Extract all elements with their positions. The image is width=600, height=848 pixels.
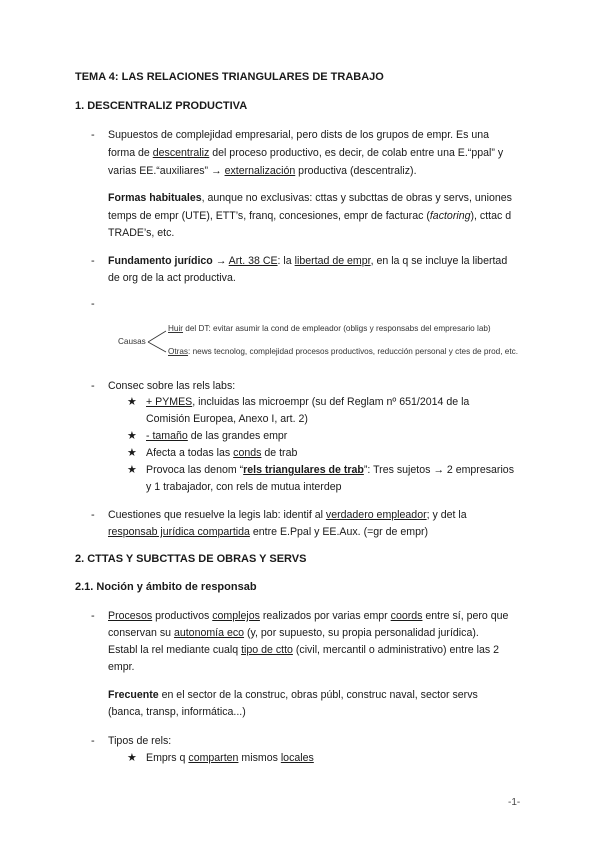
paragraph-line: Procesos productivos complejos realizados por varias empr coords entre sí, pero que — [108, 610, 509, 622]
paragraph-line: Frecuente en el sector de la construc, obras públ, construc naval, sector servs — [108, 689, 478, 701]
paragraph-line: responsab jurídica compartida entre E.Ppal y EE.Aux. (=gr de empr) — [108, 526, 429, 538]
bullet-dash: - — [91, 380, 95, 392]
paragraph-line: TRADE’s, etc. — [108, 227, 175, 239]
paragraph-line: + PYMES, incluidas las microempr (su def Reglam nº 651/2014 de la — [146, 396, 470, 408]
bullet-dash: - — [91, 509, 95, 521]
causas-label: Causas — [118, 337, 146, 346]
bullet-dash: - — [91, 129, 95, 141]
paragraph-line: Comisión Europea, Anexo I, art. 2) — [146, 413, 308, 425]
paragraph-line: de org de la act productiva. — [108, 272, 236, 284]
paragraph-line: Formas habituales, aunque no exclusivas: cttas y subcttas de obras y servs, uniones — [108, 192, 512, 204]
bullet-dash: - — [91, 298, 95, 310]
paragraph-line: Fundamento jurídico → Art. 38 CE: la libertad de empr, en la q se incluye la libertad — [108, 255, 508, 267]
causas-brace — [146, 328, 170, 354]
paragraph-line: Consec sobre las rels labs: — [108, 380, 236, 392]
paragraph-line: Provoca las denom “rels triangulares de trab”: Tres sujetos → 2 empresarios — [146, 464, 514, 476]
paragraph-line: Tipos de rels: — [108, 735, 172, 747]
paragraph-line: Cuestiones que resuelve la legis lab: identif al verdadero empleador; y det la — [108, 509, 467, 521]
page-number: -1- — [508, 797, 521, 808]
paragraph-line: (banca, transp, informática...) — [108, 706, 246, 718]
paragraph-line: Establ la rel mediante cualq tipo de ctto (civil, mercantil o administrativo) entre las 2 — [108, 644, 499, 656]
document-title: TEMA 4: LAS RELACIONES TRIANGULARES DE TRABAJO — [75, 71, 384, 83]
bullet-dash: - — [91, 735, 95, 747]
star-bullet: ★ — [127, 447, 137, 459]
star-bullet: ★ — [127, 396, 137, 408]
paragraph-line: varias EE.“auxiliares” → externalización productiva (descentraliz). — [108, 165, 417, 177]
paragraph-line: forma de descentraliz del proceso productivo, es decir, de colab entre una E.“ppal” y — [108, 147, 504, 159]
star-bullet: ★ — [127, 464, 137, 476]
paragraph-line: - tamaño de las grandes empr — [146, 430, 288, 442]
causa-item: Huir del DT: evitar asumir la cond de empleador (obligs y responsabs del empresario lab) — [168, 324, 491, 333]
section-1-heading: 1. DESCENTRALIZ PRODUCTIVA — [75, 100, 248, 112]
paragraph-line: Afecta a todas las conds de trab — [146, 447, 298, 459]
bullet-dash: - — [91, 255, 95, 267]
paragraph-line: y 1 trabajador, con rels de mutua interdep — [146, 481, 342, 493]
causa-item: Otras: news tecnolog, complejidad procesos productivos, reducción personal y ctes de prod, etc. — [168, 347, 518, 356]
bullet-dash: - — [91, 610, 95, 622]
star-bullet: ★ — [127, 430, 137, 442]
paragraph-line: Emprs q comparten mismos locales — [146, 752, 314, 764]
paragraph-line: conservan su autonomía eco (y, por supuesto, su propia personalidad jurídica). — [108, 627, 479, 639]
star-bullet: ★ — [127, 752, 137, 764]
subsection-heading: 2.1. Noción y ámbito de responsab — [75, 581, 257, 593]
paragraph-line: empr. — [108, 661, 135, 673]
paragraph-line: temps de empr (UTE), ETT’s, franq, concesiones, empr de facturac (factoring), cttac d — [108, 210, 512, 222]
paragraph-line: Supuestos de complejidad empresarial, pero dists de los grupos de empr. Es una — [108, 129, 490, 141]
section-2-heading: 2. CTTAS Y SUBCTTAS DE OBRAS Y SERVS — [75, 553, 307, 565]
